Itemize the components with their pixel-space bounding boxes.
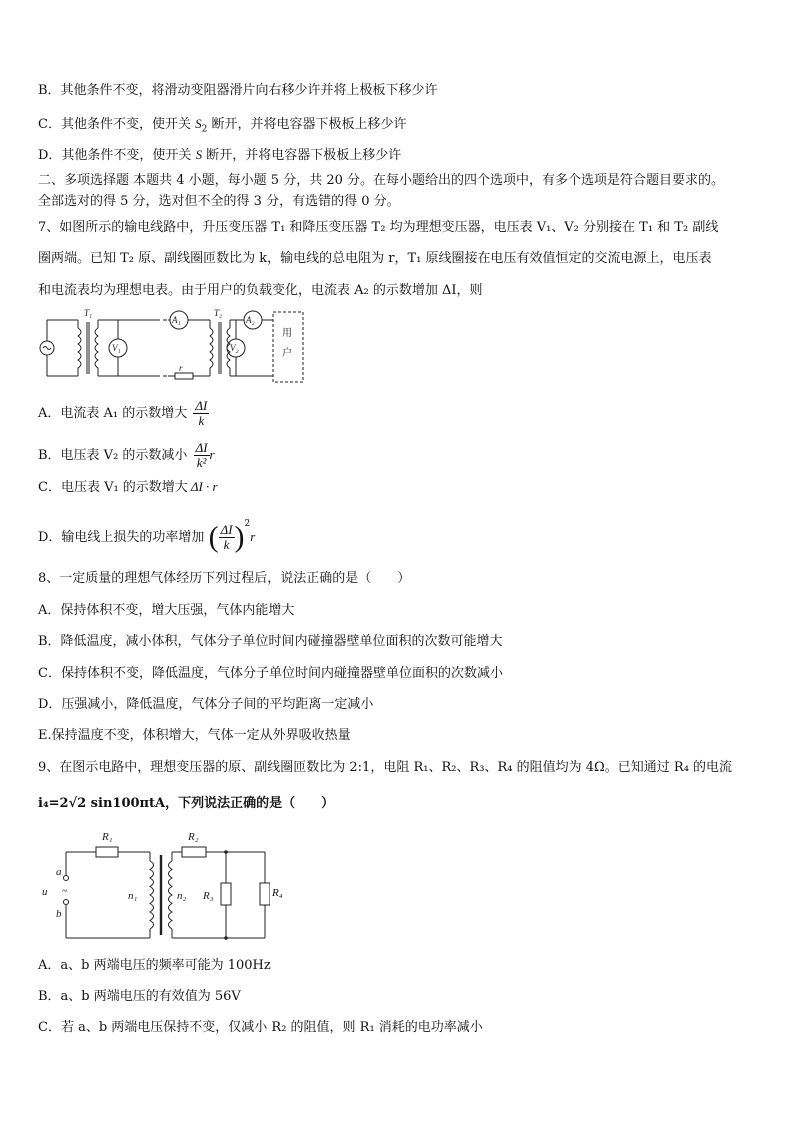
user-label-1: 用 xyxy=(282,328,292,339)
q7-option-d: D．输电线上损失的功率增加 ( $\frac{\Delta I}{k}$ )$^2$r xyxy=(38,518,256,554)
q9-stem-line1: 9、在图示电路中，理想变压器的原、副线圈匝数比为 2:1，电阻 R₁、R₂、R₃、R₄ 的阻值均为 4Ω。已知通过 R₄ 的电流 xyxy=(38,760,733,775)
q9-circuit-diagram xyxy=(40,825,270,943)
q7-circuit-diagram xyxy=(38,308,308,386)
r3-label: R₃ xyxy=(203,890,214,902)
q7-stem-line3: 和电流表均为理想电表。由于用户的负载变化，电流表 A₂ 的示数增加 ΔI，则 xyxy=(38,283,483,298)
a1-label: A₁ xyxy=(172,315,181,325)
section2-heading-line1: 二、多项选择题 本题共 4 小题，每小题 5 分，共 20 分。在每小题给出的四个选项中，有多个选项是符合题目要求的。 xyxy=(38,173,725,188)
q6-option-b: B．其他条件不变，将滑动变阻器滑片向右移少许并将上极板下移少许 xyxy=(38,83,438,98)
v1-label: V₁ xyxy=(112,343,121,353)
q8-option-c: C．保持体积不变，降低温度，气体分子单位时间内碰撞器壁单位面积的次数减小 xyxy=(38,666,503,681)
q7-option-a: A．电流表 A₁ 的示数增大 $\frac{\Delta I}{k}$ xyxy=(38,398,208,428)
q7-stem-line1: 7、如图所示的输电线路中，升压变压器 T₁ 和降压变压器 T₂ 均为理想变压器，电压表 V₁、V₂ 分别接在 T₁ 和 T₂ 副线 xyxy=(38,220,719,235)
section2-heading-line2: 全部选对的得 5 分，选对但不全的得 3 分，有选错的得 0 分。 xyxy=(38,194,400,209)
q9-stem-line2: i₄=2√2 sin100πtA，下列说法正确的是（ ） xyxy=(38,796,335,811)
terminal-b-label: b xyxy=(56,908,62,920)
t2-label: T₂ xyxy=(214,308,223,318)
t1-label: T₁ xyxy=(84,308,93,318)
q8-option-a: A．保持体积不变，增大压强，气体内能增大 xyxy=(38,603,295,618)
r-label: r xyxy=(179,363,183,373)
q9-option-c: C．若 a、b 两端电压保持不变，仅减小 R₂ 的阻值，则 R₁ 消耗的电功率减小 xyxy=(38,1020,483,1035)
q8-stem: 8、一定质量的理想气体经历下列过程后，说法正确的是（ ） xyxy=(38,571,411,586)
a2-label: A₂ xyxy=(246,315,255,325)
q7-stem-line2: 圈两端。已知 T₂ 原、副线圈匝数比为 k，输电线的总电阻为 r，T₁ 原线圈接在电压有效值恒定的交流电源上，电压表 xyxy=(38,251,712,266)
q7-option-c: C．电压表 V₁ 的示数增大 ΔI · r xyxy=(38,479,218,495)
q7-option-b: B．电压表 V₂ 的示数减小 $\frac{\Delta I}{\text{k²}}$ r xyxy=(38,440,215,470)
q6-option-c: C．其他条件不变，使开关 $S_2$ 断开，并将电容器下极板上移少许 xyxy=(38,116,407,135)
q8-option-b: B．降低温度，减小体积，气体分子单位时间内碰撞器壁单位面积的次数可能增大 xyxy=(38,634,503,649)
terminal-a-label: a xyxy=(56,866,62,878)
voltage-u-label: u xyxy=(42,886,48,898)
q9-option-b: B．a、b 两端电压的有效值为 56V xyxy=(38,989,241,1004)
q6-option-d: D．其他条件不变，使开关 S 断开，并将电容器下极板上移少许 xyxy=(38,147,402,163)
n2-label: n₂ xyxy=(177,890,187,902)
r2-label: R₂ xyxy=(188,831,199,843)
q8-option-d: D．压强减小，降低温度，气体分子间的平均距离一定减小 xyxy=(38,697,374,712)
n1-label: n₁ xyxy=(128,890,138,902)
svg-text:~: ~ xyxy=(62,886,68,897)
r4-label-outside: R₄ xyxy=(272,887,283,899)
v2-label: V₂ xyxy=(230,343,239,353)
q8-option-e: E.保持温度不变，体积增大，气体一定从外界吸收热量 xyxy=(38,728,351,743)
q9-option-a: A．a、b 两端电压的频率可能为 100Hz xyxy=(38,958,271,973)
user-label-2: 户 xyxy=(282,348,292,359)
r1-label: R₁ xyxy=(102,831,113,843)
